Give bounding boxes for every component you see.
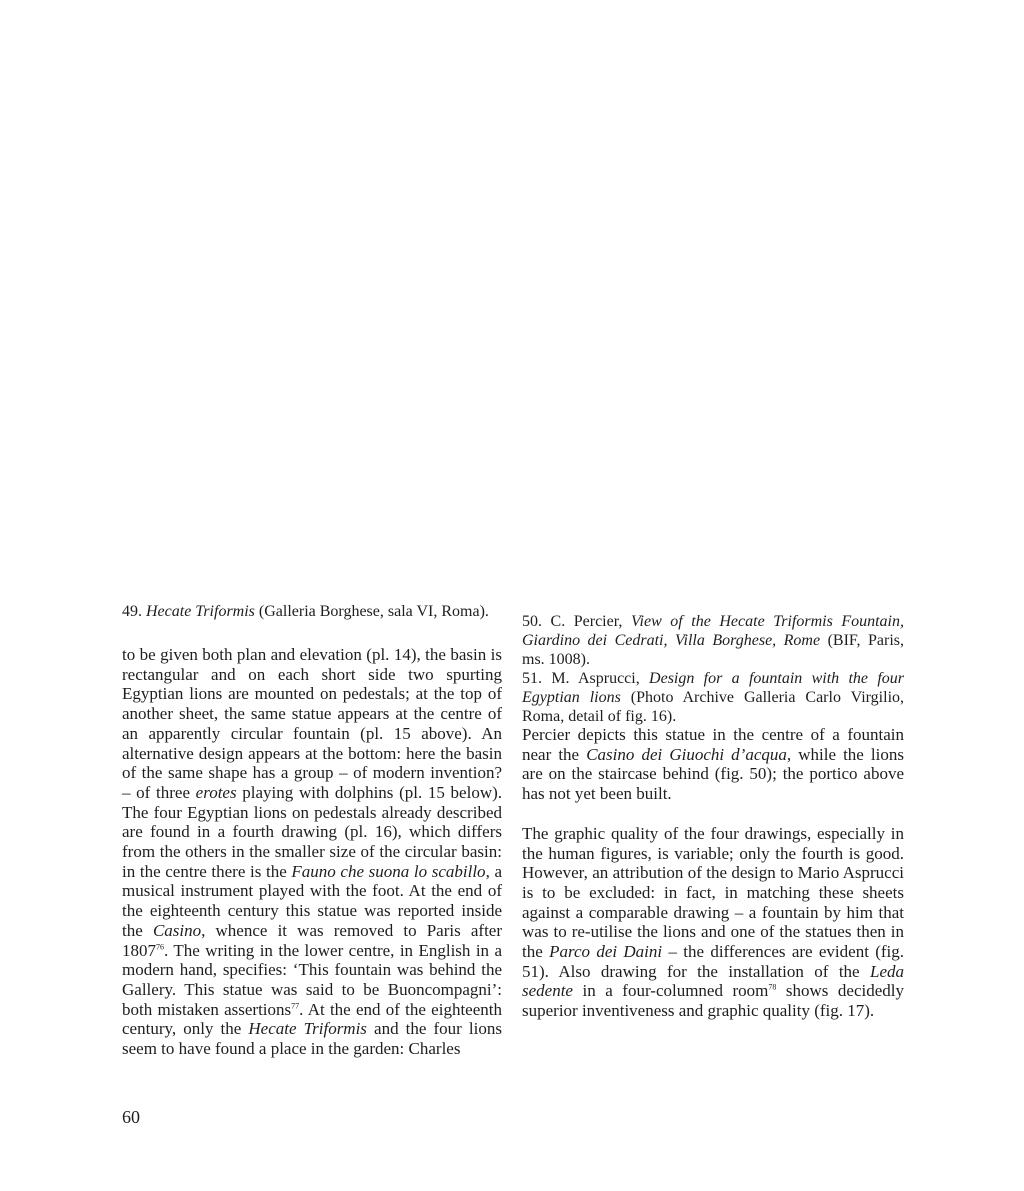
figure-author: C. Percier, bbox=[550, 613, 623, 630]
figure-title: View of the Hecate Triformis Fountain, Giardino dei Cedrati, Villa Borghese, Rome bbox=[522, 613, 905, 649]
footnote-ref-78[interactable]: 78 bbox=[768, 982, 777, 992]
figure-51-caption bbox=[522, 669, 904, 726]
figure-title: Hecate Triformis bbox=[146, 603, 255, 620]
figure-captions-right bbox=[522, 612, 904, 726]
footnote-ref-77[interactable]: 77 bbox=[291, 1001, 300, 1010]
figure-source: (Photo Archive Galleria Carlo Virgilio, Roma, detail of fig. 16). bbox=[522, 689, 905, 725]
page-number: 60 bbox=[122, 1107, 140, 1127]
figure-number: 49. bbox=[122, 603, 142, 620]
body-paragraph: Percier depicts this statue in the centre of a fountain near the Casino dei Giuochi d’acqua, while the lions are on the staircase behind (fig. 50); the portico above has not yet been built. bbox=[522, 725, 904, 804]
footnote-ref-76[interactable]: 76 bbox=[156, 941, 164, 951]
left-text-column bbox=[122, 645, 502, 1059]
figure-number: 50. bbox=[522, 613, 542, 630]
figure-source: (Galleria Borghese, sala VI, Roma). bbox=[258, 603, 489, 620]
figure-50-caption bbox=[522, 612, 904, 669]
figure-source: (BIF, Paris, ms. 1008). bbox=[522, 632, 905, 668]
right-text-column bbox=[522, 725, 904, 1021]
figure-49-caption bbox=[122, 602, 502, 621]
body-paragraph: to be given both plan and elevation (pl. 14), the basin is rectangular and on each short side two spurting Egyptian lions are mounted on pedestals; at the top of another sheet, the same statue appears at the centre of an apparently circular fountain (pl. 15 above). An alternative design appears at the bottom: here the basin of the same shape has a group – of modern invention? – of three erotes playing with dolphins (pl. 15 below). The four Egyptian lions on pedestals already described are found in a fourth drawing (pl. 16), which differs from the others in the smaller size of the circular basin: in the centre there is the Fauno che suona lo scabillo, a musical instrument played with the foot. At the end of the eighteenth century this statue was reported inside the Casino, whence it was removed to Paris after 1807$^{76}$. The writing in the lower centre, in English in a modern hand, specifies: ‘This fountain was behind the Gallery. This statue was said to be Buoncompagni’: both mistaken assertions$^{77}$. At the end of the eighteenth century, only the Hecate Triformis and the four lions seem to have found a place in the garden: Charles bbox=[122, 645, 503, 1059]
figure-author: M. Asprucci, bbox=[551, 670, 640, 687]
figure-title: Design for a fountain with the four Egyptian lions bbox=[522, 670, 905, 706]
figure-number: 51. bbox=[522, 670, 542, 687]
body-paragraph: The graphic quality of the four drawings, especially in the human figures, is variable; only the fourth is good. However, an attribution of the design to Mario Asprucci is to be excluded: in fact, in matching these sheets against a comparable drawing – a fountain by him that was to re-utilise the lions and one of the statues then in the Parco dei Daini – the differences are evident (fig. 51). Also drawing for the installation of the Leda sedente in a four-columned room$^{78}$ shows decidedly superior inventiveness and graphic quality (fig. 17). bbox=[522, 823, 905, 1021]
